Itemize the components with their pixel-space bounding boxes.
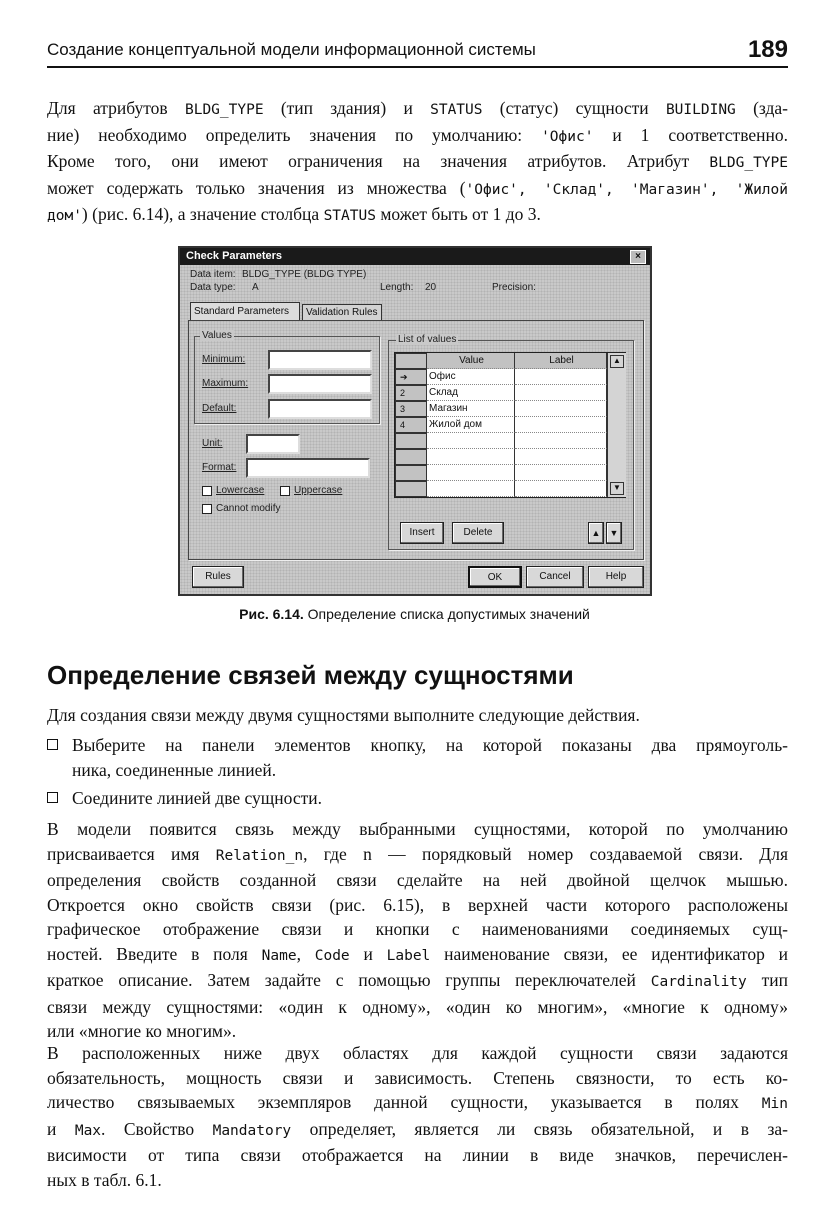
maximum-field[interactable]: [268, 374, 372, 394]
text-line: [47, 1117, 788, 1144]
text-line: [47, 942, 788, 969]
text-line: [47, 842, 788, 869]
text-run: ) (рис. 6.14), а значение столбца: [81, 204, 324, 224]
lowercase-label: Lowercase: [216, 485, 265, 496]
rules-button[interactable]: Rules: [192, 566, 244, 588]
inline-code: Max: [74, 1122, 102, 1139]
inline-code: BUILDING: [665, 102, 736, 118]
dialog-title: Check Parameters: [186, 250, 283, 262]
text-run: Откроется окно свойств связи (рис. 6.15), в верхней части которого расположены: [47, 894, 788, 915]
inline-code: Label: [386, 947, 431, 964]
grid-row-marker[interactable]: [395, 481, 427, 497]
text-run: Для атрибутов: [47, 98, 185, 118]
inline-code: Name: [261, 947, 297, 964]
text-run: и 1 соответственно.: [593, 124, 788, 145]
text-run: ние) необходимо определить значения по умолчанию:: [47, 124, 542, 145]
steps-intro-text: Для создания связи между двумя сущностями выполните следующие действия.: [47, 705, 640, 725]
grid-cell-value[interactable]: Офис: [427, 369, 515, 385]
intro-paragraph: [47, 96, 788, 229]
checkbox-icon: [47, 792, 58, 803]
grid-cell-value[interactable]: Жилой дом: [427, 417, 515, 433]
grid-cell-label[interactable]: [515, 401, 607, 417]
grid-cell-label[interactable]: [515, 465, 607, 481]
grid-cell-label[interactable]: [515, 385, 607, 401]
grid-cell-value[interactable]: Склад: [427, 385, 515, 401]
inline-code: дом': [47, 208, 82, 224]
cancel-button[interactable]: Cancel: [526, 566, 584, 588]
grid-row-marker[interactable]: [395, 449, 427, 465]
section-heading: Определение связей между сущностями: [47, 660, 574, 690]
data-item-value: BLDG_TYPE (BLDG TYPE): [242, 269, 367, 280]
text-run: ностей. Введите в поля: [47, 943, 262, 964]
format-field[interactable]: [246, 458, 370, 478]
grid-cell-label[interactable]: [515, 433, 607, 449]
figure-number: Рис. 6.14.: [239, 606, 304, 622]
uppercase-checkbox[interactable]: [280, 486, 290, 496]
text-line: [47, 917, 788, 942]
inline-code: Relation_n: [215, 847, 304, 864]
checkbox-icon: [47, 739, 58, 750]
text-line: [47, 995, 788, 1020]
data-type-label: Data type:: [190, 282, 236, 293]
minimum-label: Minimum:: [202, 354, 246, 365]
steps-intro: [47, 703, 788, 728]
running-title: Создание концептуальной модели информационной системы: [47, 40, 536, 59]
inline-code: Code: [314, 947, 350, 964]
grid-header-value[interactable]: Value: [427, 353, 515, 369]
length-label: Length:: [380, 282, 414, 293]
text-line: [47, 1019, 788, 1044]
tab-standard-parameters[interactable]: Standard Parameters: [190, 302, 300, 320]
text-line: [47, 868, 788, 893]
grid-cell-label[interactable]: [515, 481, 607, 497]
text-run: наименование связи, ее идентификатор и: [430, 943, 788, 964]
text-line: [47, 1143, 788, 1168]
grid-row-marker[interactable]: 2: [395, 385, 427, 401]
precision-label: Precision:: [492, 282, 536, 293]
text-run: (тип здания) и: [263, 98, 431, 118]
text-run: графическое отображение связи и кнопки с наименованиями соединяемых сущ-: [47, 919, 788, 939]
move-down-button[interactable]: [606, 522, 622, 544]
text-line: [47, 1168, 788, 1193]
inline-code: 'Офис': [541, 128, 594, 145]
length-value: 20: [425, 282, 437, 293]
text-run: обязательность, мощность связи и зависимость. Степень связности, то есть ко-: [47, 1067, 788, 1088]
list-of-values-label: List of values: [398, 334, 457, 345]
inline-code: Cardinality: [650, 974, 747, 990]
grid-corner: [395, 353, 427, 369]
data-type-value: A: [252, 282, 259, 293]
grid-cell-value[interactable]: [427, 433, 515, 449]
text-run: краткое описание. Затем задайте с помощью группы переключателей: [47, 970, 651, 990]
text-run: висимости от типа связи отображается на линии в виде значков, перечислен-: [47, 1145, 788, 1165]
text-line: [47, 1090, 788, 1117]
text-run: (зда-: [735, 98, 788, 118]
check-parameters-dialog: [178, 246, 652, 596]
grid-cell-label[interactable]: [515, 417, 607, 433]
format-label: Format:: [202, 462, 237, 473]
insert-button[interactable]: Insert: [400, 522, 444, 544]
inline-code: BLDG_TYPE: [184, 102, 264, 118]
text-run: В расположенных ниже двух областях для каждой сущности связи задаются: [47, 1043, 788, 1063]
values-group-label: Values: [202, 330, 232, 341]
text-run: и: [47, 1118, 75, 1139]
text-run: тип: [746, 970, 788, 990]
close-icon[interactable]: ×: [630, 250, 646, 264]
text-line: [47, 176, 788, 203]
grid-row-marker[interactable]: ➔: [395, 369, 427, 385]
grid-cell-label[interactable]: [515, 369, 607, 385]
text-run: связи между сущностями: «один к одному», «один ко многим», «многие к одному»: [47, 996, 788, 1017]
text-line: [47, 1066, 788, 1091]
grid-cell-value[interactable]: Магазин: [427, 401, 515, 417]
grid-row-marker[interactable]: 3: [395, 401, 427, 417]
uppercase-label: Uppercase: [294, 485, 343, 496]
text-run: (статус) сущности: [482, 98, 666, 118]
grid-cell-value[interactable]: [427, 449, 515, 465]
grid-cell-value[interactable]: [427, 465, 515, 481]
text-run: . Свойство: [101, 1118, 213, 1139]
inline-code: BLDG_TYPE: [709, 155, 788, 171]
text-run: и: [349, 943, 387, 964]
text-line: [47, 96, 788, 123]
text-line: [47, 1041, 788, 1066]
text-run: ных в табл. 6.1.: [47, 1169, 162, 1190]
text-run: может содержать только значения из множества (: [47, 177, 466, 198]
inline-code: STATUS: [323, 208, 376, 224]
body-paragraph: [47, 817, 788, 1044]
cannot-modify-label: Cannot modify: [216, 503, 281, 514]
scroll-down-icon[interactable]: ▼: [610, 482, 624, 495]
default-label: Default:: [202, 403, 237, 414]
scroll-up-icon[interactable]: ▲: [610, 355, 624, 368]
lowercase-checkbox[interactable]: [202, 486, 212, 496]
text-run: присваивается имя: [47, 843, 216, 864]
maximum-label: Maximum:: [202, 378, 249, 389]
text-run: Кроме того, они имеют ограничения на значения атрибутов. Атрибут: [47, 151, 710, 171]
unit-label: Unit:: [202, 438, 223, 449]
ok-button[interactable]: OK: [468, 566, 522, 588]
page-header: [47, 36, 788, 68]
text-run: определяет, является ли связь обязательной, и в за-: [291, 1118, 788, 1139]
text-run: или «многие ко многим».: [47, 1021, 237, 1041]
default-field[interactable]: [268, 399, 372, 419]
text-line: [47, 149, 788, 176]
values-grid[interactable]: [394, 352, 626, 498]
figure-caption: [0, 606, 829, 622]
tab-validation-rules[interactable]: Validation Rules: [302, 304, 382, 320]
text-run: может быть от 1 до 3.: [375, 204, 541, 224]
text-line: [47, 202, 788, 229]
list-item-line: Выберите на панели элементов кнопку, на которой показаны два прямоуголь-: [72, 735, 788, 755]
delete-button[interactable]: Delete: [452, 522, 504, 544]
final-paragraph: [47, 1041, 788, 1192]
page-number: 189: [747, 36, 788, 63]
grid-row-marker[interactable]: [395, 433, 427, 449]
text-run: определения свойств созданной связи сделайте на ней двойной щелчок мышью.: [47, 870, 788, 890]
help-button[interactable]: Help: [588, 566, 644, 588]
unit-field[interactable]: [246, 434, 300, 454]
grid-row-marker[interactable]: 4: [395, 417, 427, 433]
cannot-modify-checkbox[interactable]: [202, 504, 212, 514]
inline-code: STATUS: [430, 102, 483, 118]
text-line: [47, 817, 788, 842]
text-run: ,: [296, 943, 315, 964]
figure-caption-text: Определение списка допустимых значений: [307, 606, 590, 622]
grid-scrollbar[interactable]: [607, 353, 626, 497]
inline-code: 'Офис', 'Склад', 'Магазин', 'Жилой: [465, 181, 788, 198]
list-item-line: Соедините линией две сущности.: [72, 788, 322, 808]
grid-row-marker[interactable]: [395, 465, 427, 481]
dialog-title-bar: [180, 248, 650, 265]
grid-cell-value[interactable]: [427, 481, 515, 497]
arrow-up-icon: ▲: [591, 528, 601, 538]
text-run: В модели появится связь между выбранными сущностями, которой по умолчанию: [47, 819, 788, 839]
list-item-line: ника, соединенные линией.: [72, 759, 277, 780]
text-line: [47, 123, 788, 150]
text-line: [47, 893, 788, 918]
minimum-field[interactable]: [268, 350, 372, 370]
inline-code: Min: [761, 1096, 788, 1112]
text-run: личество связываемых экземпляров данной сущности, указывается в полях: [47, 1092, 762, 1112]
grid-header-label[interactable]: Label: [515, 353, 607, 369]
text-run: , где n — порядковый номер создаваемой связи. Для: [303, 843, 788, 864]
move-up-button[interactable]: [588, 522, 604, 544]
grid-cell-label[interactable]: [515, 449, 607, 465]
arrow-down-icon: ▼: [609, 528, 619, 538]
inline-code: Mandatory: [212, 1122, 292, 1139]
text-line: [47, 968, 788, 995]
data-item-label: Data item:: [190, 269, 236, 280]
